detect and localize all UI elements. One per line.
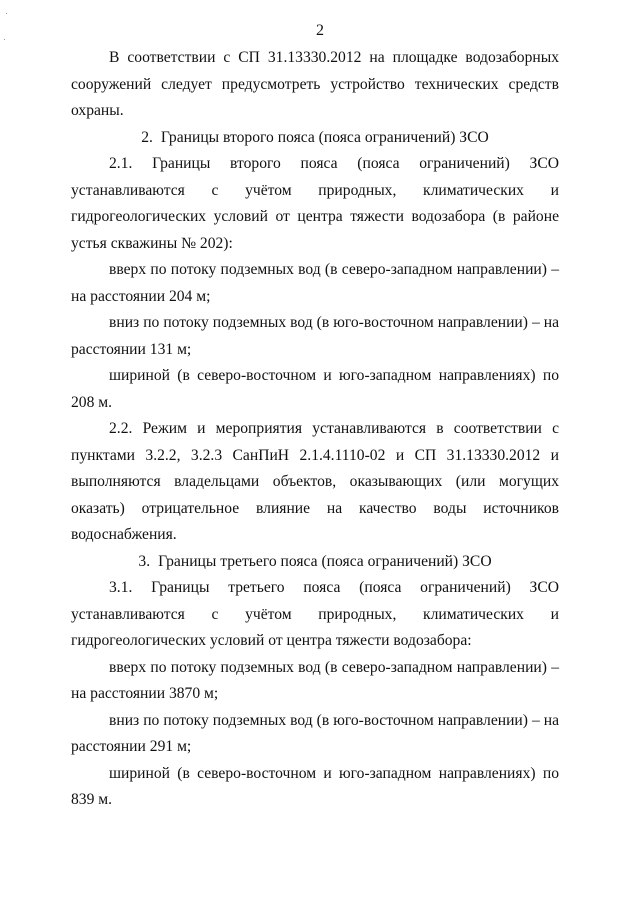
paragraph-2-2: 2.2. Режим и мероприятия устанавливаются в соответствии с пунктами 3.2.2, 3.2.3 СанПиН 2.1.4.1110-02 и СП 31.13330.2012 и выполняются владельцами объектов, оказывающих (или могущих оказать) отрицательное влияние на качество воды источников водоснабжения. — [71, 420, 559, 543]
paragraph-2-1-upstream: вверх по потоку подземных вод (в северо-западном направлении) – на расстоянии 204 м; — [71, 261, 559, 305]
paragraph-3-1-upstream: вверх по потоку подземных вод (в северо-западном направлении) – на расстоянии 3870 м; — [71, 658, 559, 702]
scan-artifact — [6, 13, 7, 14]
section-title: Границы второго пояса (пояса ограничений) ЗСО — [160, 128, 489, 146]
section-number: 3. — [138, 552, 151, 570]
section-number: 2. — [141, 128, 153, 146]
body-text — [71, 45, 559, 814]
paragraph-3-1-downstream: вниз по потоку подземных вод (в юго-восточном направлении) – на расстоянии 291 м; — [71, 711, 559, 755]
section-heading-3 — [71, 549, 559, 576]
paragraph-2-1: 2.1. Границы второго пояса (пояса ограничений) ЗСО устанавливаются с учётом природных, климатических и гидрогеологических условий от центра тяжести водозабора (в районе устья скважины № 202): — [71, 155, 559, 252]
paragraph-3-1-width: шириной (в северо-восточном и юго-западном направлениях) по 839 м. — [71, 764, 559, 808]
paragraph-3-1: 3.1. Границы третьего пояса (пояса ограничений) ЗСО устанавливаются с учётом природных, климатических и гидрогеологических условий от центра тяжести водозабора: — [71, 579, 559, 649]
section-heading-2 — [71, 125, 559, 152]
paragraph-intro: В соответствии с СП 31.13330.2012 на площадке водозаборных сооружений следует предусмотреть устройство технических средств охраны. — [71, 49, 559, 119]
paragraph-2-1-width: шириной (в северо-восточном и юго-западном направлениях) по 208 м. — [71, 367, 559, 411]
page-number: 2 — [316, 22, 324, 39]
section-title: Границы третьего пояса (пояса ограничений) ЗСО — [158, 552, 492, 570]
paragraph-2-1-downstream: вниз по потоку подземных вод (в юго-восточном направлении) – на расстоянии 131 м; — [71, 314, 559, 358]
